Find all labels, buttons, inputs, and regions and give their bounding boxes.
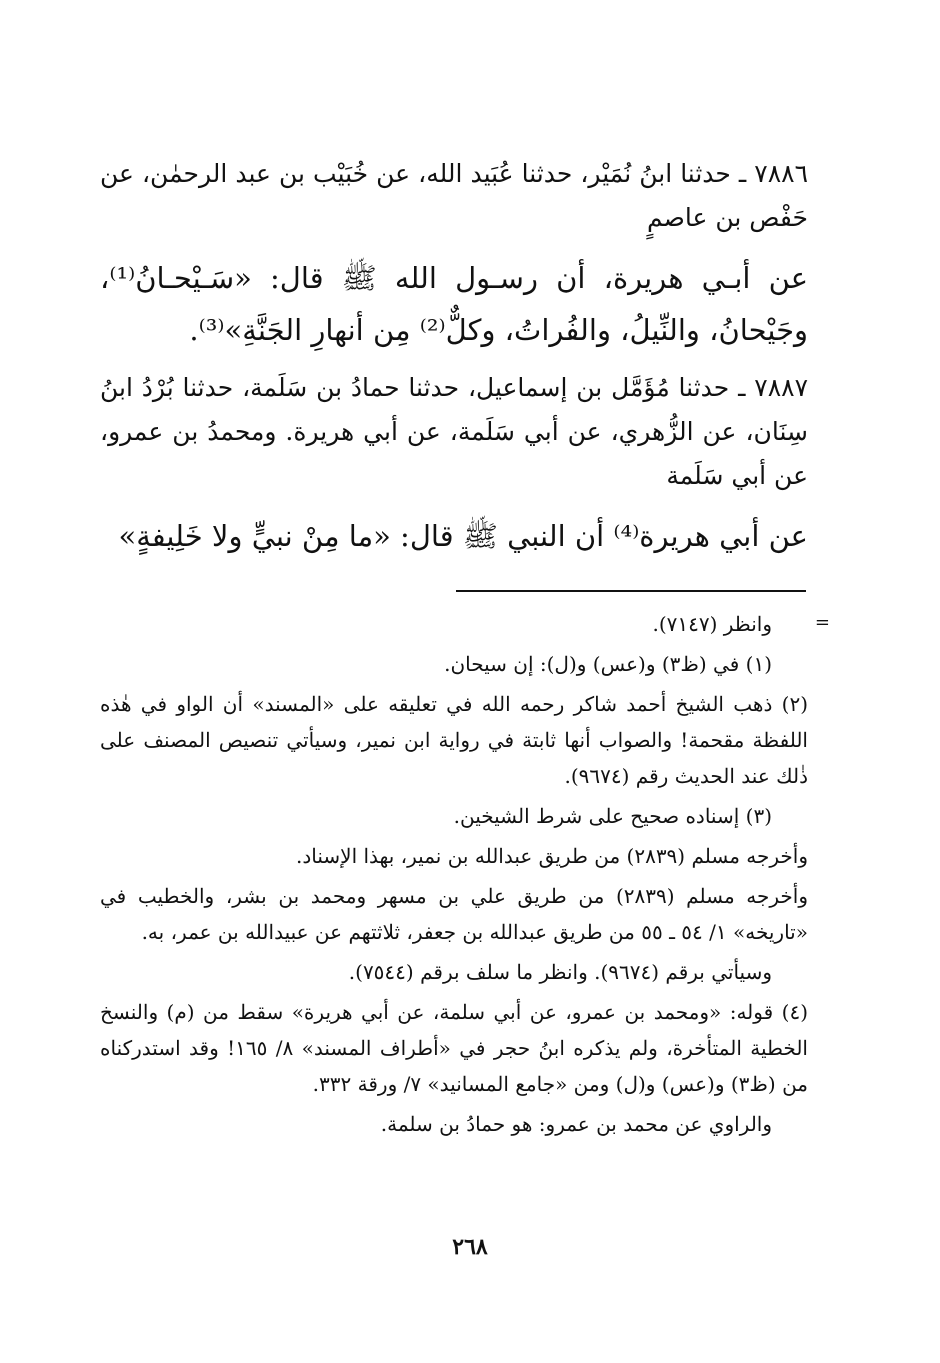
hadith-7886-matn: عن أبـي هريرة، أن رسـول الله ﷺ قال: «سَـيْحـانُ⁽¹⁾، وجَيْحانُ، والنِّيلُ، والفُراتُ، وكلٌّ⁽²⁾ مِن أنهارِ الجَنَّةِ»⁽³⁾. — [100, 261, 808, 347]
footnote-1: (١) في (ظ٣) و(عس) و(ل): إن سيحان. — [444, 652, 772, 676]
footnotes — [100, 606, 808, 1146]
hadith-text — [100, 152, 808, 572]
footnote-divider — [456, 590, 806, 592]
footnote-line: وأخرجه مسلم (٢٨٣٩) من طريق عبدالله بن نمير، بهذا الإسناد. — [296, 844, 808, 868]
hadith-7887-matn: عن أبي هريرة⁽⁴⁾ أن النبي ﷺ قال: «ما مِنْ نبيٍّ ولا خَلِيفةٍ» — [118, 519, 808, 553]
footnote-line: وأخرجه مسلم (٢٨٣٩) من طريق علي بن مسهر ومحمد بن بشر، والخطيب في «تاريخه» ١/ ٥٤ ـ ٥٥ من طريق عبدالله بن جعفر، ثلاثتهم عن عبيدالله بن عمر، به. — [100, 884, 808, 944]
footnote-4: (٤) قوله: «ومحمد بن عمرو، عن أبي سلمة، عن أبي هريرة» سقط من (م) والنسخ الخطية المتأخرة، ولم يذكره ابنُ حجر في «أطراف المسند» ٨/ ١٦٥! وقد استدركناه من (ظ٣) و(عس) و(ل) ومن «جامع المسانيد» ٧/ ورقة ٣٣٢. — [100, 1000, 808, 1096]
page-number: ٢٦٨ — [452, 1234, 488, 1260]
hadith-7887-isnad: ٧٨٨٧ ـ حدثنا مُؤَمَّل بن إسماعيل، حدثنا حمادُ بن سَلَمة، حدثنا بُرْدُ ابنُ سِنَان، عن الزُّهري، عن أبي سَلَمة، عن أبي هريرة. ومحمدُ بن عمرو، عن أبي سَلَمة — [100, 373, 808, 490]
footnote-line: وانظر (٧١٤٧). — [652, 612, 772, 636]
continuation-mark: = — [814, 612, 830, 633]
footnote-line: والراوي عن محمد بن عمرو: هو حمادُ بن سلمة. — [380, 1112, 772, 1136]
footnote-line: وسيأتي برقم (٩٦٧٤). وانظر ما سلف برقم (٧٥٤٤). — [348, 960, 772, 984]
footnote-2: (٢) ذهب الشيخ أحمد شاكر رحمه الله في تعليقه على «المسند» أن الواو في هٰذه اللفظة مقحمة! والصواب أنها ثابتة في رواية ابن نمير، وسيأتي تنصيص المصنف على ذٰلك عند الحديث رقم (٩٦٧٤). — [100, 692, 808, 788]
footnote-3: (٣) إسناده صحيح على شرط الشيخين. — [453, 804, 772, 828]
hadith-7886-isnad: ٧٨٨٦ ـ حدثنا ابنُ نُمَيْر، حدثنا عُبَيد الله، عن خُبَيْب بن عبد الرحمٰن، عن حَفْص بن عاصمٍ — [100, 159, 808, 232]
